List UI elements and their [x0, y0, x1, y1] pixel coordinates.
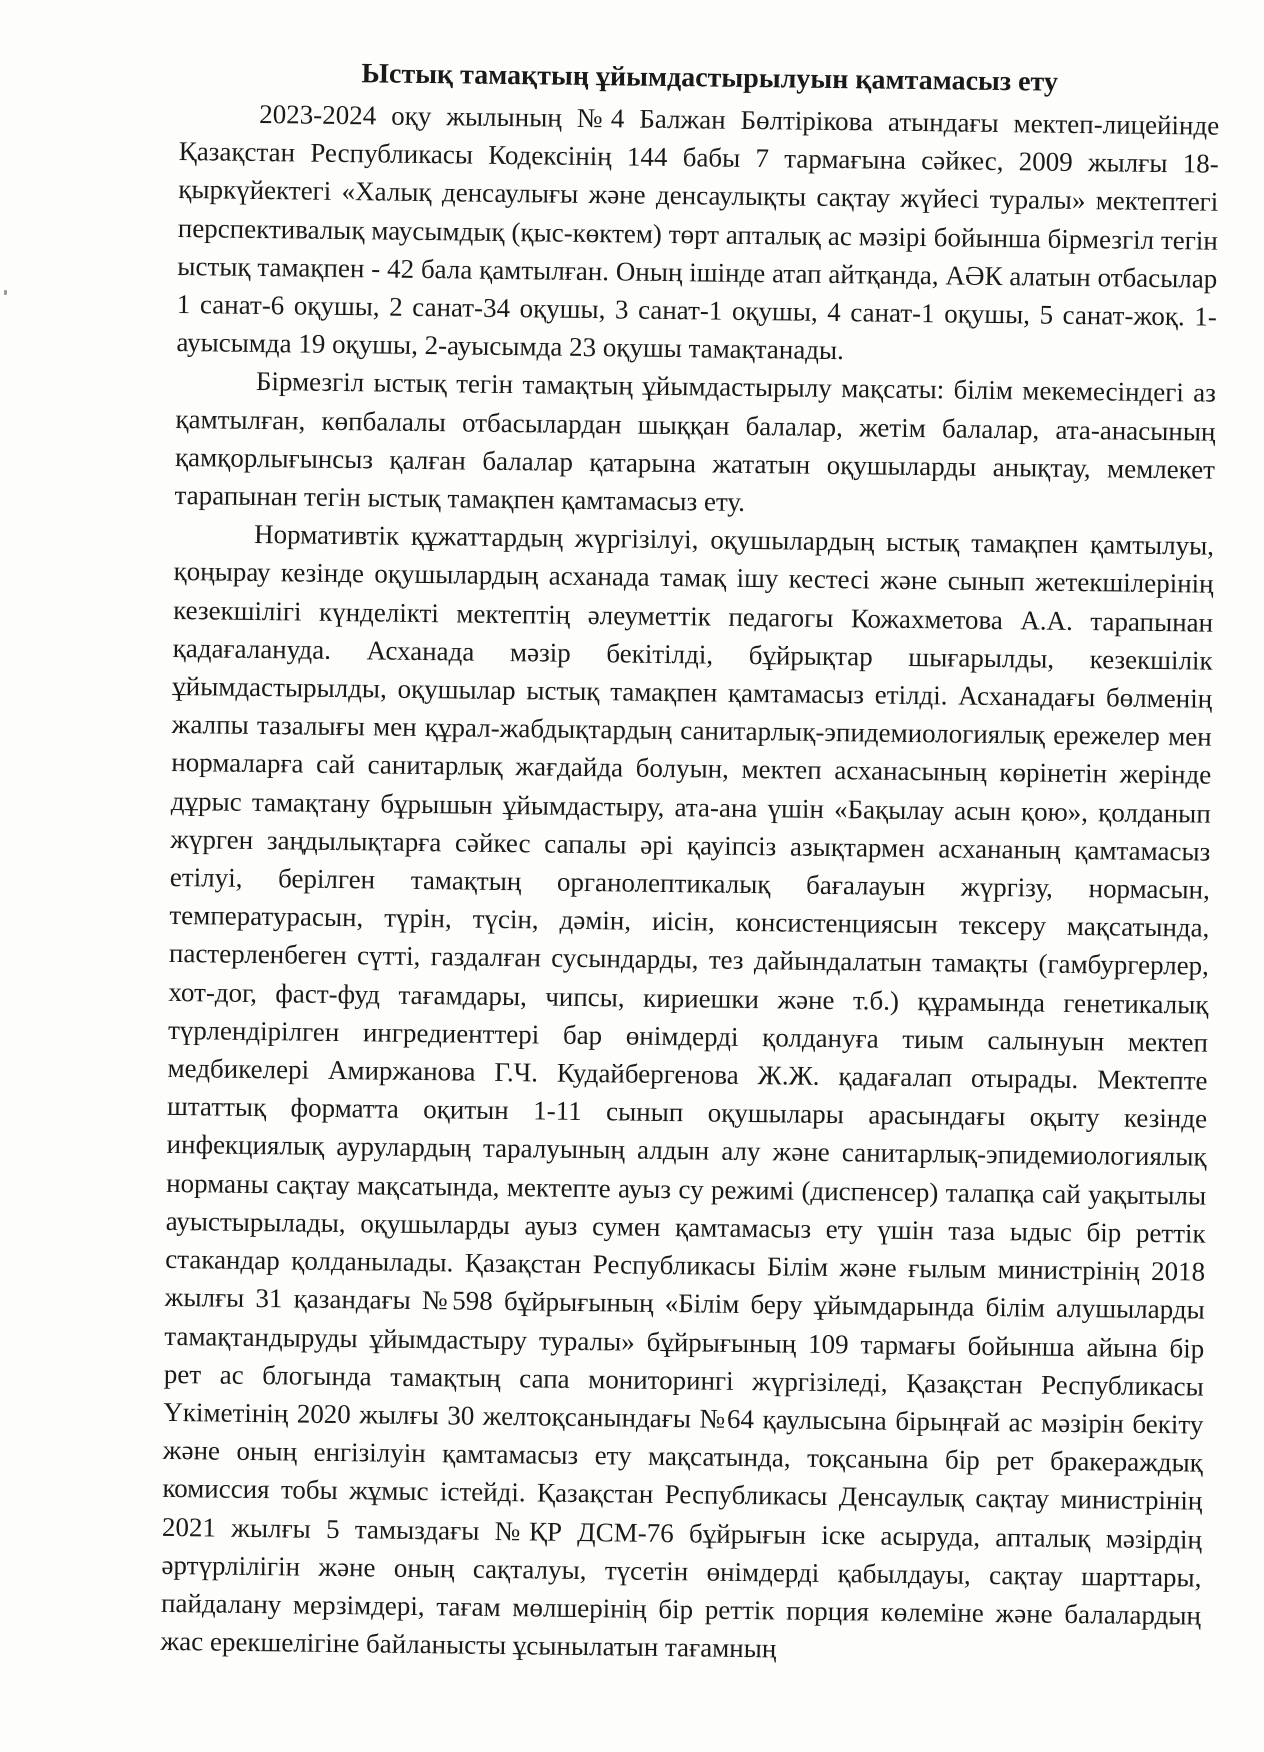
scan-speck — [4, 290, 7, 295]
document-body — [160, 52, 1220, 1673]
document-title: Ыстық тамақтың ұйымдастырылуын қамтамасыз ету — [361, 58, 1059, 98]
paragraph-purpose: Бірмезгіл ыстық тегін тамақтың ұйымдастырылу мақсаты: білім мекемесіндегі аз қамтылған, көпбалалы отбасылардан шыққан балалар, жетім балалар, ата-анасының қамқорлығынсыз қалған балалар қатарына жататын оқушыларды анықтау, мемлекет тарапынан тегін ыстық тамақпен қамтамасыз ету. — [174, 366, 1217, 517]
paragraph-supervision: Нормативтік құжаттардың жүргізілуі, оқушылардың ыстық тамақпен қамтылуы, қоңырау кезінде оқушылардың асханада тамақ ішу кестесі және сынып жетекшілерінің кезекшілігі күнделікті мектептің әлеуметтік педагогы Кожахметова А.А. тарапынан қадағалануда. Асханада мәзір бекітілді, бұйрықтар шығарылды, кезекшілік ұйымдастырылды, оқушылар ыстық тамақпен қамтамасыз етілді. Асханадағы бөлменің жалпы тазалығы мен құрал-жабдықтардың санитарлық-эпидемиологиялық ережелер мен нормаларға сай санитарлық жағдайда болуын, мектеп асханасының көрінетін жерінде дұрыс тамақтану бұрышын ұйымдастыру, ата-ана үшін «Бақылау асын қою», қолданып жүрген заңдылықтарға сәйкес сапалы әрі қауіпсіз азықтармен асхананың қамтамасыз етілуі, берілген тамақтың органолептикалық бағалауын жүргізу, нормасын, температурасын, түрін, түсін, дәмін, иісін, консистенциясын тексеру мақсатында, пастерленбеген сүтті, газдалған сусындарды, тез дайындалатын тамақты (гамбургерлер, хот-дог, фаст-фуд тағамдары, чипсы, кириешки және т.б.) құрамында генетикалық түрлендірілген ингредиенттері бар өнімдерді қолдануға тиым салынуын мектеп медбикелері Амиржанова Г.Ч. Кудайбергенова Ж.Ж. қадағалап отырады. Мектепте штаттық форматта оқитын 1-11 сынып оқушылары арасындағы оқыту кезінде инфекциялық аурулардың таралуының алдын алу және санитарлық-эпидемиологиялық норманы сақтау мақсатында, мектепте ауыз су режимі (диспенсер) талапқа сай уақытылы ауыстырылады, оқушыларды ауыз сумен қамтамасыз ету үшін таза ыдыс бір реттік стакандар қолданылады. Қазақстан Республикасы Білім және ғылым министрінің 2018 жылғы 31 қазандағы №598 бұйрығының «Білім беру ұйымдарында білім алушыларды тамақтандыруды ұйымдастыру туралы» бұйрығының 109 тармағы бойынша айына бір рет ас блогында тамақтың сапа мониторингі жүргізіледі, Қазақстан Республикасы Үкіметінің 2020 жылғы 30 желтоқсанындағы №64 қаулысына бірыңғай ас мәзірін бекіту және оның енгізілуін қамтамасыз ету мақсатында, тоқсанына бір рет бракераждық комиссия тобы жұмыс істейді. Қазақстан Республикасы Денсаулық сақтау министрінің 2021 жылғы 5 тамыздағы №ҚР ДСМ-76 бұйрығын іске асыруда, апталық мәзірдің әртүрлілігін және оның сақталуы, түсетін өнімдерді қабылдауы, сақтау шарттары, пайдалану мерзімдері, тағам мөлшерінің бір реттік порция көлеміне және балалардың жас ерекшелігіне байланысты ұсынылатын тағамның — [160, 519, 1215, 1664]
paragraph-enrollment: 2023-2024 оқу жылының №4 Балжан Бөлтірікова атындағы мектеп-лицейінде Қазақстан Республикасы Кодексінің 144 бабы 7 тармағына сәйкес, 2009 жылғы 18-қыркүйектегі «Халық денсаулығы және денсаулықты сақтау жүйесі туралы» мектептегі перспективалық маусымдық (қыс-көктем) төрт апталық ас мәзірі бойынша бірмезгіл тегін ыстық тамақпен - 42 бала қамтылған. Оның ішінде атап айтқанда, АӘК алатын отбасылар 1 санат-6 оқушы, 2 санат-34 оқушы, 3 санат-1 оқушы, 4 санат-1 оқушы, 5 санат-жоқ. 1-ауысымда 19 оқушы, 2-ауысымда 23 оқушы тамақтанады. — [176, 98, 1220, 366]
